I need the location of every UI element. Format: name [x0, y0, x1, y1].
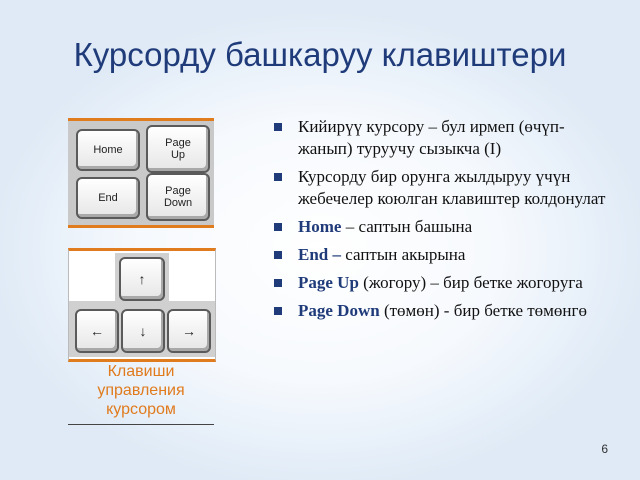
- bullet-keyword: End –: [298, 245, 341, 264]
- page-up-key: [146, 125, 210, 173]
- bullet-keyword: Page Up: [298, 273, 359, 292]
- caption-line: Клавиши: [107, 363, 175, 380]
- bullet-item: [272, 116, 612, 160]
- slide-title: Курсорду башкаруу клавиштери: [73, 36, 567, 73]
- bullet-text: (жогору) – бир бетке жогоруга: [358, 273, 583, 292]
- bullet-text: саптын акырына: [341, 245, 466, 264]
- bullet-item: [272, 216, 612, 238]
- bullet-text: Курсорду бир орунга жылдыруу үчүн жебечелер коюлган клавиштер колдонулат: [298, 167, 606, 208]
- caption-line: управления: [97, 382, 185, 399]
- bullet-text: Кийирүү курсору – бул ирмеп (өчүп-жанып) туруучу сызыкча (I): [298, 117, 565, 158]
- page-down-key: [146, 173, 210, 221]
- bullet-keyword: Page Down: [298, 301, 380, 320]
- arrow-right-key: →: [167, 309, 211, 353]
- page-down-key-label: Page Down: [163, 185, 193, 209]
- bullet-item: [272, 244, 612, 266]
- page-up-key-label: Page Up: [165, 137, 191, 161]
- arrow-keys-background: [69, 253, 215, 357]
- arrow-keys-corner-left: [69, 253, 115, 301]
- bullet-text: (төмөн) - бир бетке төмөнгө: [379, 301, 588, 320]
- page-number: 6: [601, 442, 608, 456]
- caption-line: курсором: [106, 401, 176, 418]
- bullet-item: [272, 272, 612, 294]
- arrow-keys-corner-right: [169, 253, 215, 301]
- bullet-list: [272, 116, 612, 328]
- arrow-up-key: ↑: [119, 257, 165, 301]
- bullet-item: [272, 166, 612, 210]
- arrow-left-key: ←: [75, 309, 119, 353]
- bullet-item: [272, 300, 612, 322]
- navigation-keys-image: [68, 118, 214, 228]
- image-caption: [68, 362, 214, 425]
- arrow-keys-image: [68, 248, 216, 362]
- arrow-down-key: ↓: [121, 309, 165, 353]
- bullet-text: – саптын башына: [341, 217, 473, 236]
- bullet-keyword: Home: [298, 217, 342, 236]
- home-key: Home: [76, 129, 140, 171]
- end-key: End: [76, 177, 140, 219]
